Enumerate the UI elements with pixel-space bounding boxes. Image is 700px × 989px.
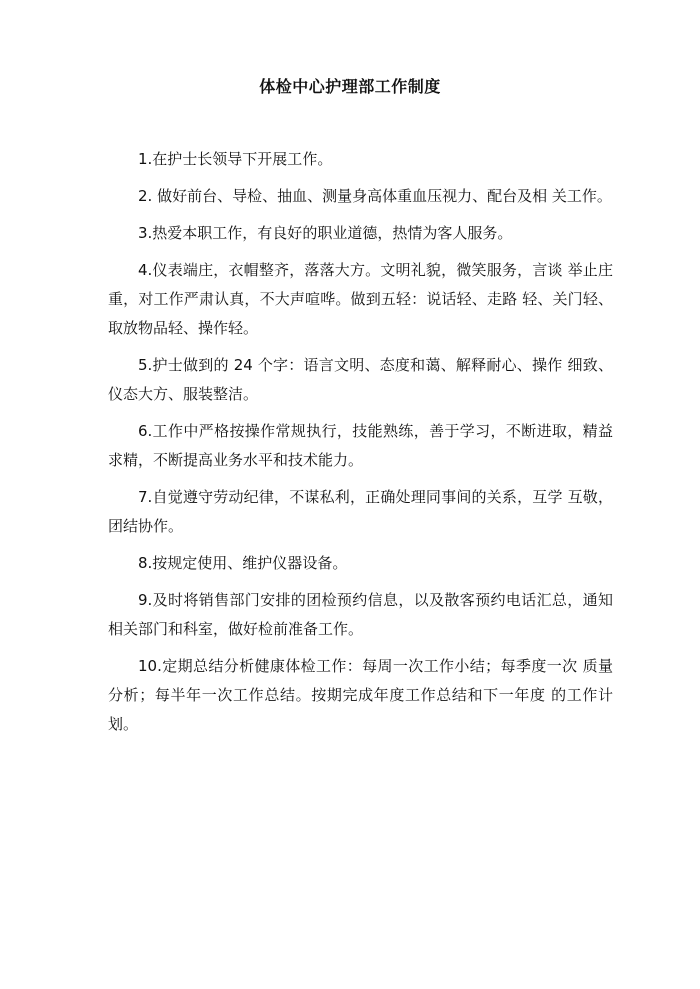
paragraph-8: 8.按规定使用、维护仪器设备。 xyxy=(138,554,348,572)
paragraph-10: 10.定期总结分析健康体检工作：每周一次工作小结；每季度一次 质量分析；每半年一次工作总结。按期完成年度工作总结和下一年度 的工作计划。 xyxy=(108,657,613,733)
paragraph-2: 2. 做好前台、导检、抽血、测量身高体重血压视力、配台及相 关工作。 xyxy=(138,187,612,205)
paragraph-4: 4.仪表端庄，衣帽整齐，落落大方。文明礼貌，微笑服务，言谈 举止庄重，对工作严肃认真，不大声喧哗。做到五轻：说话轻、走路 轻、关门轻、取放物品轻、操作轻。 xyxy=(108,261,613,337)
paragraph-9: 9.及时将销售部门安排的团检预约信息，以及散客预约电话汇总，通知相关部门和科室，做好检前准备工作。 xyxy=(108,591,613,638)
paragraph-5: 5.护士做到的 24 个字：语言文明、态度和蔼、解释耐心、操作 细致、仪态大方、服装整洁。 xyxy=(108,356,613,403)
paragraph-1: 1.在护士长领导下开展工作。 xyxy=(138,150,333,168)
document-body xyxy=(108,145,613,747)
paragraph-7: 7.自觉遵守劳动纪律，不谋私利，正确处理同事间的关系，互学 互敬，团结协作。 xyxy=(108,488,613,535)
paragraph-6: 6.工作中严格按操作常规执行，技能熟练，善于学习，不断进取，精益求精，不断提高业务水平和技术能力。 xyxy=(108,422,613,469)
paragraph-3: 3.热爱本职工作，有良好的职业道德，热情为客人服务。 xyxy=(138,224,513,242)
document-title: 体检中心护理部工作制度 xyxy=(259,77,441,96)
